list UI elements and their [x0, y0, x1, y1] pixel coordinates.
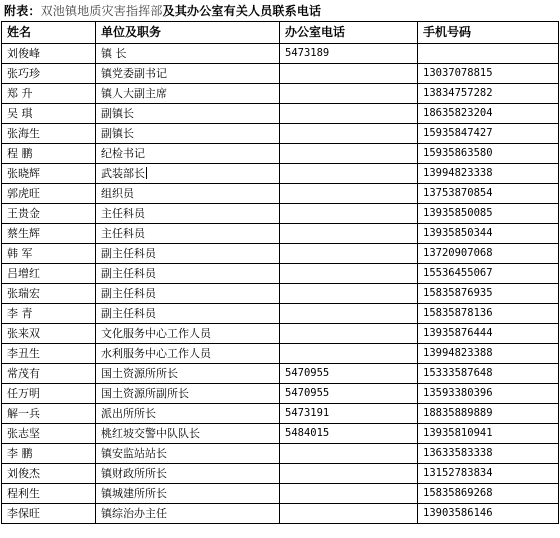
- table-row: [2, 184, 559, 204]
- cell-position[interactable]: 水利服务中心工作人员: [96, 344, 280, 364]
- cell-office-phone[interactable]: [280, 504, 418, 524]
- cell-name[interactable]: 郑 升: [2, 84, 96, 104]
- cell-name[interactable]: 张瑞宏: [2, 284, 96, 304]
- table-row: [2, 324, 559, 344]
- cell-office-phone[interactable]: [280, 164, 418, 184]
- cell-mobile[interactable]: 15835869268: [418, 484, 559, 504]
- contact-table: [1, 21, 559, 524]
- cell-name[interactable]: 常茂有: [2, 364, 96, 384]
- cell-mobile[interactable]: 13633583338: [418, 444, 559, 464]
- cell-position[interactable]: 文化服务中心工作人员: [96, 324, 280, 344]
- cell-office-phone[interactable]: [280, 304, 418, 324]
- table-row: [2, 424, 559, 444]
- cell-office-phone[interactable]: [280, 84, 418, 104]
- cell-mobile[interactable]: 13834757282: [418, 84, 559, 104]
- cell-mobile[interactable]: 18635823204: [418, 104, 559, 124]
- cell-office-phone[interactable]: [280, 324, 418, 344]
- cell-office-phone[interactable]: [280, 124, 418, 144]
- table-row: [2, 104, 559, 124]
- cell-mobile[interactable]: 15835878136: [418, 304, 559, 324]
- table-header-row: [2, 22, 559, 44]
- header-name: 姓名: [2, 22, 96, 44]
- cell-office-phone[interactable]: 5473191: [280, 404, 418, 424]
- cell-mobile[interactable]: 13753870854: [418, 184, 559, 204]
- cell-mobile[interactable]: 15536455067: [418, 264, 559, 284]
- cell-mobile[interactable]: 15935847427: [418, 124, 559, 144]
- cell-mobile[interactable]: 13593380396: [418, 384, 559, 404]
- cell-office-phone[interactable]: [280, 64, 418, 84]
- caption-suffix: 及其办公室有关人员联系电话: [162, 4, 322, 18]
- cell-name[interactable]: 程 鹏: [2, 144, 96, 164]
- cell-mobile[interactable]: 13903586146: [418, 504, 559, 524]
- table-row: [2, 244, 559, 264]
- header-mobile: 手机号码: [418, 22, 559, 44]
- cell-position[interactable]: 镇综治办主任: [96, 504, 280, 524]
- cell-office-phone[interactable]: [280, 224, 418, 244]
- cell-mobile[interactable]: 13720907068: [418, 244, 559, 264]
- cell-mobile[interactable]: 13935810941: [418, 424, 559, 444]
- cell-position[interactable]: 桃红坡交警中队队长: [96, 424, 280, 444]
- cell-position[interactable]: 副主任科员: [96, 284, 280, 304]
- cell-name[interactable]: 吴 琪: [2, 104, 96, 124]
- cell-position[interactable]: 镇安监站站长: [96, 444, 280, 464]
- cell-mobile[interactable]: 13994823388: [418, 344, 559, 364]
- cell-position[interactable]: 纪检书记: [96, 144, 280, 164]
- cell-office-phone[interactable]: [280, 144, 418, 164]
- cell-name[interactable]: 王贵金: [2, 204, 96, 224]
- cell-mobile[interactable]: 13994823338: [418, 164, 559, 184]
- cell-position[interactable]: 镇城建所所长: [96, 484, 280, 504]
- cell-position[interactable]: 组织员: [96, 184, 280, 204]
- cell-mobile[interactable]: 15333587648: [418, 364, 559, 384]
- table-row: [2, 464, 559, 484]
- cell-name[interactable]: 任万明: [2, 384, 96, 404]
- cell-mobile[interactable]: 13037078815: [418, 64, 559, 84]
- caption-hq-name: 双池镇地质灾害指挥部: [40, 4, 163, 18]
- cell-office-phone[interactable]: 5470955: [280, 384, 418, 404]
- document-caption: [4, 2, 321, 20]
- cell-name[interactable]: 吕增红: [2, 264, 96, 284]
- cell-office-phone[interactable]: [280, 444, 418, 464]
- cell-position[interactable]: 镇人大副主席: [96, 84, 280, 104]
- header-office-phone: 办公室电话: [280, 22, 418, 44]
- text-cursor: [146, 167, 147, 179]
- cell-name[interactable]: 程利生: [2, 484, 96, 504]
- table-row: [2, 44, 559, 64]
- cell-name[interactable]: 李丑生: [2, 344, 96, 364]
- table-row: [2, 204, 559, 224]
- table-row: [2, 504, 559, 524]
- table-row: [2, 264, 559, 284]
- cell-name[interactable]: 张巧珍: [2, 64, 96, 84]
- cell-office-phone[interactable]: [280, 284, 418, 304]
- table-row: [2, 64, 559, 84]
- cell-name[interactable]: 张晓辉: [2, 164, 96, 184]
- cell-office-phone[interactable]: [280, 264, 418, 284]
- cell-name[interactable]: 刘俊峰: [2, 44, 96, 64]
- cell-name[interactable]: 蔡生辉: [2, 224, 96, 244]
- cell-position[interactable]: 副主任科员: [96, 304, 280, 324]
- cell-name[interactable]: 李 青: [2, 304, 96, 324]
- cell-position[interactable]: 国土资源所所长: [96, 364, 280, 384]
- table-row: [2, 344, 559, 364]
- cell-mobile[interactable]: 13935876444: [418, 324, 559, 344]
- cell-office-phone[interactable]: 5484015: [280, 424, 418, 444]
- table-body: [2, 44, 559, 524]
- cell-mobile[interactable]: 13152783834: [418, 464, 559, 484]
- cell-mobile[interactable]: [418, 44, 559, 64]
- table-row: [2, 404, 559, 424]
- cell-position[interactable]: 副主任科员: [96, 244, 280, 264]
- cell-mobile[interactable]: 13935850344: [418, 224, 559, 244]
- cell-office-phone[interactable]: [280, 184, 418, 204]
- table-row: [2, 444, 559, 464]
- cell-position[interactable]: 主任科员: [96, 204, 280, 224]
- cell-position[interactable]: 镇财政所所长: [96, 464, 280, 484]
- table-row: [2, 364, 559, 384]
- cell-name[interactable]: 刘俊杰: [2, 464, 96, 484]
- table-row: [2, 224, 559, 244]
- cell-position[interactable]: 镇党委副书记: [96, 64, 280, 84]
- table-row: [2, 144, 559, 164]
- cell-mobile[interactable]: 13935850085: [418, 204, 559, 224]
- cell-office-phone[interactable]: [280, 464, 418, 484]
- cell-position[interactable]: 国土资源所副所长: [96, 384, 280, 404]
- cell-mobile[interactable]: 15835876935: [418, 284, 559, 304]
- table-row: [2, 304, 559, 324]
- cell-office-phone[interactable]: [280, 104, 418, 124]
- cell-name[interactable]: 李保旺: [2, 504, 96, 524]
- table-row: [2, 164, 559, 184]
- cell-office-phone[interactable]: [280, 344, 418, 364]
- cell-mobile[interactable]: 18835889889: [418, 404, 559, 424]
- cell-office-phone[interactable]: 5473189: [280, 44, 418, 64]
- cell-office-phone[interactable]: [280, 244, 418, 264]
- header-position: 单位及职务: [96, 22, 280, 44]
- table-row: [2, 384, 559, 404]
- cell-office-phone[interactable]: [280, 204, 418, 224]
- table-row: [2, 84, 559, 104]
- cell-name[interactable]: 韩 军: [2, 244, 96, 264]
- cell-name[interactable]: 张来双: [2, 324, 96, 344]
- caption-prefix: 附表：: [4, 4, 41, 18]
- cell-name[interactable]: 李 鹏: [2, 444, 96, 464]
- table-row: [2, 484, 559, 504]
- cell-name[interactable]: 张志坚: [2, 424, 96, 444]
- cell-position[interactable]: 镇 长: [96, 44, 280, 64]
- cell-position[interactable]: 派出所所长: [96, 404, 280, 424]
- cell-position[interactable]: 副主任科员: [96, 264, 280, 284]
- cell-position[interactable]: 主任科员: [96, 224, 280, 244]
- cell-name[interactable]: 郭虎旺: [2, 184, 96, 204]
- cell-position[interactable]: 武装部长: [96, 164, 280, 184]
- cell-position[interactable]: 副镇长: [96, 104, 280, 124]
- cell-office-phone[interactable]: 5470955: [280, 364, 418, 384]
- table-row: [2, 124, 559, 144]
- cell-name[interactable]: 张海生: [2, 124, 96, 144]
- cell-name[interactable]: 解一兵: [2, 404, 96, 424]
- cell-office-phone[interactable]: [280, 484, 418, 504]
- table-row: [2, 284, 559, 304]
- cell-mobile[interactable]: 15935863580: [418, 144, 559, 164]
- cell-position[interactable]: 副镇长: [96, 124, 280, 144]
